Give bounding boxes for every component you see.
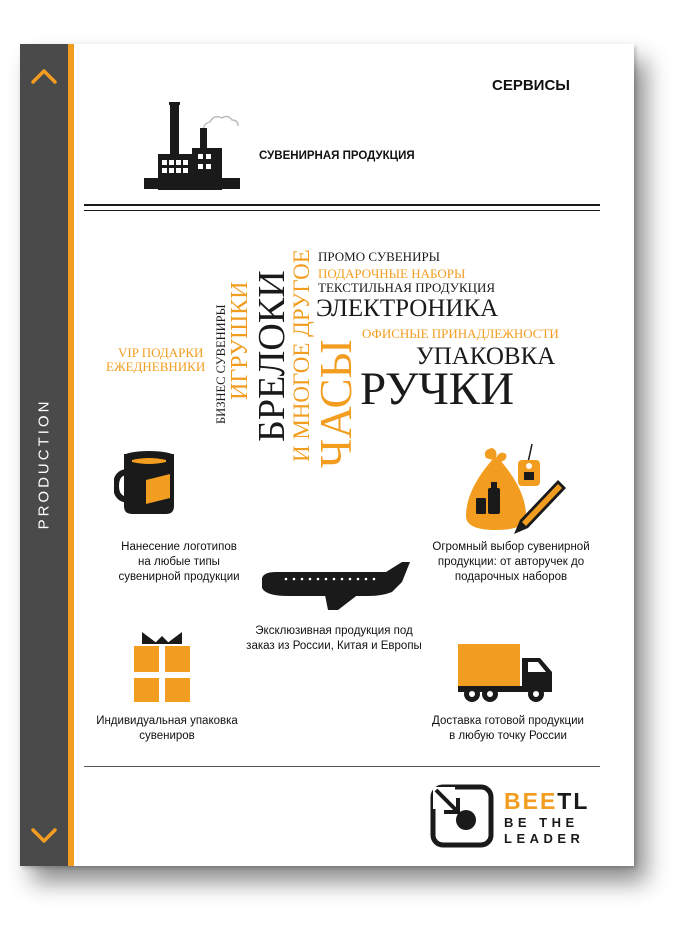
feature-choice-caption: Огромный выбор сувенирной продукции: от авторучек до подарочных наборов <box>432 541 590 583</box>
chevron-up-icon[interactable] <box>30 66 58 86</box>
truck-icon <box>456 642 556 704</box>
word-electronics: ЭЛЕКТРОНИКА <box>316 295 499 322</box>
word-textile: ТЕКСТИЛЬНАЯ ПРОДУКЦИЯ <box>318 280 496 295</box>
word-diaries: ЕЖЕДНЕВНИКИ <box>106 359 206 374</box>
divider <box>84 210 600 211</box>
feature-logo-caption: Нанесение логотипов на любые типы сувенирной продукции <box>118 541 240 583</box>
brochure-page <box>20 44 634 866</box>
airplane-icon <box>258 562 418 612</box>
feature-packaging-caption: Индивидуальная упаковка сувениров <box>96 715 238 742</box>
gift-box-icon <box>132 630 192 704</box>
word-and-more: И МНОГОЕ ДРУГОЕ <box>289 249 314 462</box>
word-keychains: БРЕЛОКИ <box>251 270 293 442</box>
divider <box>84 766 600 767</box>
gift-bag-pen-icon <box>462 442 566 538</box>
feature-delivery-caption: Доставка готовой продукции в любую точку России <box>432 715 584 742</box>
word-toys: ИГРУШКИ <box>227 281 253 400</box>
word-gift-sets: ПОДАРОЧНЫЕ НАБОРЫ <box>318 266 466 281</box>
feature-exclusive-caption: Эксклюзивная продукция под заказ из России, Китая и Европы <box>246 625 422 652</box>
brand-tagline-2: LEADER <box>504 831 585 846</box>
chevron-down-icon[interactable] <box>30 826 58 846</box>
section-title: СЕРВИСЫ <box>492 77 570 94</box>
word-promo: ПРОМО СУВЕНИРЫ <box>318 249 441 264</box>
beetl-logo-icon <box>430 784 494 848</box>
brand-tagline-1: BE THE <box>504 815 579 830</box>
sidebar <box>20 44 68 866</box>
mug-icon <box>114 448 180 518</box>
word-office: ОФИСНЫЕ ПРИНАДЛЕЖНОСТИ <box>362 326 559 341</box>
word-watches: ЧАСЫ <box>311 339 361 468</box>
page-subtitle: СУВЕНИРНАЯ ПРОДУКЦИЯ <box>259 150 415 162</box>
word-pens: РУЧКИ <box>360 363 515 415</box>
word-business: БИЗНЕС СУВЕНИРЫ <box>214 304 228 424</box>
brand-name: BEETL <box>504 788 590 814</box>
factory-icon <box>140 98 244 192</box>
sidebar-label: PRODUCTION <box>35 398 53 530</box>
divider <box>84 204 600 206</box>
word-vip-gifts: VIP ПОДАРКИ <box>118 345 204 360</box>
word-packaging: УПАКОВКА <box>416 343 556 370</box>
